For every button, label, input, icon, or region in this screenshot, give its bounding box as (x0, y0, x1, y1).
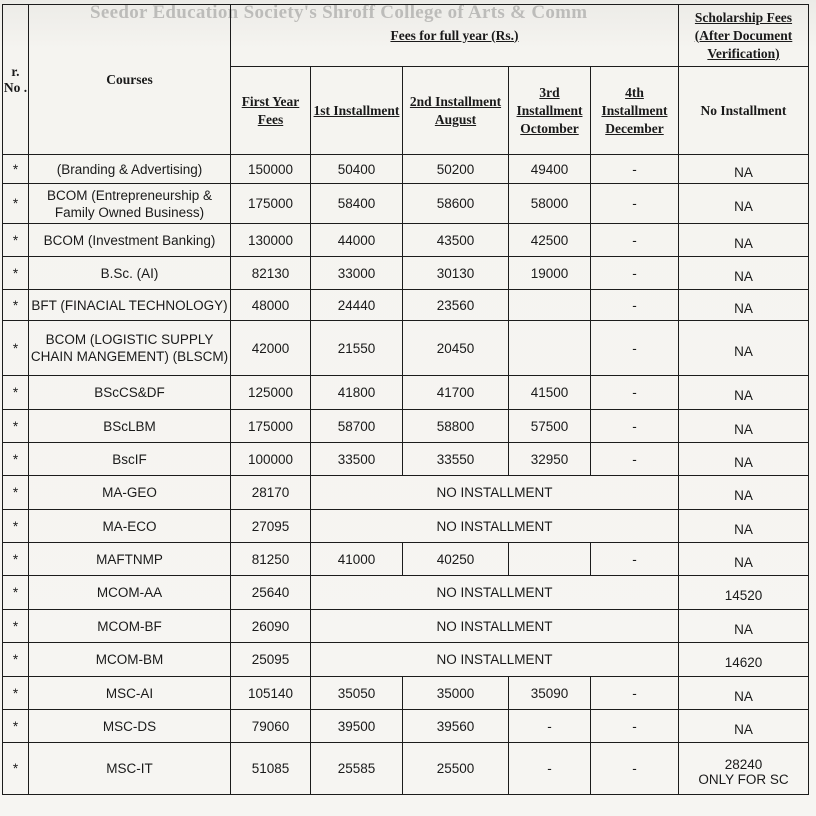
first-year-fees-cell: 81250 (231, 543, 311, 576)
first-year-fees-cell: 51085 (231, 743, 311, 795)
installment-2-cell: 20450 (403, 321, 509, 376)
installment-2-cell: 41700 (403, 376, 509, 410)
course-name-cell: (Branding & Advertising) (29, 155, 231, 184)
installment-2-cell: 58800 (403, 410, 509, 443)
table-row (3, 155, 809, 184)
course-name-cell: BScLBM (29, 410, 231, 443)
scholarship-cell (679, 290, 809, 321)
installment-4-cell: - (591, 184, 679, 224)
table-row (3, 257, 809, 290)
installment-1-cell: 41800 (311, 376, 403, 410)
first-year-fees-cell: 150000 (231, 155, 311, 184)
first-year-fees-cell: 82130 (231, 257, 311, 290)
scholarship-cell (679, 643, 809, 677)
scholarship-value: NA (734, 488, 753, 503)
course-name-cell: MAFTNMP (29, 543, 231, 576)
course-name-cell: MA-ECO (29, 510, 231, 543)
installment-3-cell (509, 321, 591, 376)
installment-2-cell: 30130 (403, 257, 509, 290)
scholarship-cell (679, 610, 809, 643)
no-installment-cell: NO INSTALLMENT (311, 510, 679, 543)
fees-full-year-header: Fees for full year (Rs.) (231, 5, 679, 67)
first-year-fees-cell: 28170 (231, 476, 311, 510)
installment-2-cell: 35000 (403, 677, 509, 710)
installment-1-cell: 33000 (311, 257, 403, 290)
installment-3-cell (509, 543, 591, 576)
scholarship-value: NA (734, 554, 753, 570)
sr-no-cell: * (3, 543, 29, 576)
scholarship-cell (679, 410, 809, 443)
first-year-header: First Year Fees (231, 67, 311, 155)
course-name-cell: BCOM (Investment Banking) (29, 224, 231, 257)
sr-no-cell: * (3, 224, 29, 257)
installment-3-cell: - (509, 743, 591, 795)
sr-no-cell: * (3, 643, 29, 677)
installment-1-cell: 50400 (311, 155, 403, 184)
course-name-cell: MCOM-AA (29, 576, 231, 610)
installment-4-cell: - (591, 290, 679, 321)
first-year-fees-cell: 175000 (231, 410, 311, 443)
sr-no-cell: * (3, 710, 29, 743)
table-row (3, 184, 809, 224)
scholarship-cell (679, 543, 809, 576)
scholarship-note: ONLY FOR SC (698, 771, 789, 787)
installment-2-cell: 23560 (403, 290, 509, 321)
sr-no-cell: * (3, 155, 29, 184)
installment-4-cell: - (591, 543, 679, 576)
first-year-fees-cell: 25640 (231, 576, 311, 610)
scholarship-value: NA (734, 454, 753, 470)
sr-no-cell: * (3, 510, 29, 543)
scholarship-cell (679, 184, 809, 224)
installment-3-cell: 32950 (509, 443, 591, 476)
installment-3-header: 3rd Installment Octomber (509, 67, 591, 155)
table-row (3, 443, 809, 476)
course-name-cell: BscIF (29, 443, 231, 476)
table-row (3, 543, 809, 576)
installment-2-cell: 43500 (403, 224, 509, 257)
sr-no-cell: * (3, 610, 29, 643)
installment-1-cell: 41000 (311, 543, 403, 576)
installment-2-header: 2nd Installment August (403, 67, 509, 155)
table-row (3, 321, 809, 376)
installment-2-cell: 40250 (403, 543, 509, 576)
sr-no-cell: * (3, 184, 29, 224)
scholarship-cell (679, 510, 809, 543)
scholarship-value: NA (734, 343, 753, 359)
scholarship-value: NA (734, 421, 753, 437)
scholarship-value: 14520 (724, 588, 763, 603)
scholarship-value: NA (734, 235, 753, 251)
bleed-through-header: Seedor Education Society's Shroff College of Arts & Comm (90, 2, 588, 23)
installment-1-header: 1st Installment (311, 67, 403, 155)
first-year-fees-cell: 25095 (231, 643, 311, 677)
scholarship-value: NA (734, 721, 753, 737)
course-name-cell: MSC-IT (29, 743, 231, 795)
sr-no-header: r. No . (3, 5, 29, 155)
first-year-fees-cell: 105140 (231, 677, 311, 710)
table-row (3, 376, 809, 410)
scholarship-cell (679, 443, 809, 476)
scholarship-value: NA (734, 268, 753, 284)
no-installment-header: No Installment (679, 67, 809, 155)
sr-no-cell: * (3, 376, 29, 410)
scholarship-cell (679, 224, 809, 257)
installment-1-cell: 58400 (311, 184, 403, 224)
installment-3-cell: 42500 (509, 224, 591, 257)
table-row (3, 576, 809, 610)
first-year-fees-cell: 48000 (231, 290, 311, 321)
table-row (3, 643, 809, 677)
installment-4-cell: - (591, 321, 679, 376)
installment-2-cell: 39560 (403, 710, 509, 743)
first-year-fees-cell: 175000 (231, 184, 311, 224)
scholarship-value: NA (734, 688, 753, 704)
table-row (3, 410, 809, 443)
scholarship-value: NA (734, 388, 753, 403)
installment-1-cell: 21550 (311, 321, 403, 376)
scholarship-value: 28240 (724, 756, 763, 772)
installment-1-cell: 24440 (311, 290, 403, 321)
course-name-cell: BFT (FINACIAL TECHNOLOGY) (29, 290, 231, 321)
sr-no-cell: * (3, 410, 29, 443)
course-name-cell: MA-GEO (29, 476, 231, 510)
scholarship-cell (679, 710, 809, 743)
installment-4-cell: - (591, 257, 679, 290)
table-row (3, 677, 809, 710)
installment-3-cell: 57500 (509, 410, 591, 443)
installment-3-cell (509, 290, 591, 321)
installment-1-cell: 39500 (311, 710, 403, 743)
course-name-cell: B.Sc. (AI) (29, 257, 231, 290)
scholarship-value: NA (734, 521, 753, 537)
scholarship-cell (679, 743, 809, 795)
no-installment-cell: NO INSTALLMENT (311, 476, 679, 510)
table-row (3, 224, 809, 257)
installment-3-cell: 19000 (509, 257, 591, 290)
table-row (3, 476, 809, 510)
installment-2-cell: 25500 (403, 743, 509, 795)
first-year-fees-cell: 125000 (231, 376, 311, 410)
sr-no-cell: * (3, 576, 29, 610)
scholarship-value: NA (734, 300, 753, 316)
scholarship-value: NA (734, 199, 753, 214)
installment-1-cell: 58700 (311, 410, 403, 443)
scholarship-cell (679, 677, 809, 710)
first-year-fees-cell: 26090 (231, 610, 311, 643)
sr-no-cell: * (3, 677, 29, 710)
installment-2-cell: 58600 (403, 184, 509, 224)
no-installment-cell: NO INSTALLMENT (311, 643, 679, 677)
scholarship-cell (679, 257, 809, 290)
installment-4-cell: - (591, 155, 679, 184)
installment-4-cell: - (591, 224, 679, 257)
first-year-fees-cell: 42000 (231, 321, 311, 376)
scholarship-cell (679, 576, 809, 610)
installment-1-cell: 35050 (311, 677, 403, 710)
sr-no-cell: * (3, 476, 29, 510)
course-name-cell: BScCS&DF (29, 376, 231, 410)
sr-no-cell: * (3, 321, 29, 376)
installment-3-cell: 35090 (509, 677, 591, 710)
scholarship-value: 14620 (724, 655, 763, 670)
installment-1-cell: 33500 (311, 443, 403, 476)
course-name-cell: MCOM-BF (29, 610, 231, 643)
scholarship-header: Scholarship Fees (After Document Verification) (679, 5, 809, 67)
installment-3-cell: 58000 (509, 184, 591, 224)
installment-3-cell: 49400 (509, 155, 591, 184)
course-name-cell: MCOM-BM (29, 643, 231, 677)
courses-header: Courses (29, 5, 231, 155)
installment-4-cell: - (591, 743, 679, 795)
installment-2-cell: 50200 (403, 155, 509, 184)
installment-1-cell: 44000 (311, 224, 403, 257)
course-name-cell: MSC-AI (29, 677, 231, 710)
installment-4-cell: - (591, 376, 679, 410)
scholarship-cell (679, 376, 809, 410)
scholarship-value: NA (734, 621, 753, 637)
first-year-fees-cell: 27095 (231, 510, 311, 543)
scholarship-cell (679, 155, 809, 184)
first-year-fees-cell: 130000 (231, 224, 311, 257)
table-row (3, 710, 809, 743)
first-year-fees-cell: 79060 (231, 710, 311, 743)
course-name-cell: BCOM (LOGISTIC SUPPLY CHAIN MANGEMENT) (BLSCM) (29, 321, 231, 376)
installment-4-cell: - (591, 410, 679, 443)
installment-4-cell: - (591, 677, 679, 710)
table-row (3, 743, 809, 795)
sr-no-cell: * (3, 443, 29, 476)
scholarship-cell (679, 321, 809, 376)
installment-4-header: 4th Installment December (591, 67, 679, 155)
fees-table (2, 4, 809, 795)
scholarship-cell (679, 476, 809, 510)
course-name-cell: MSC-DS (29, 710, 231, 743)
table-row (3, 510, 809, 543)
installment-1-cell: 25585 (311, 743, 403, 795)
sr-no-cell: * (3, 290, 29, 321)
course-name-cell: BCOM (Entrepreneurship & Family Owned Business) (29, 184, 231, 224)
scholarship-value: NA (734, 164, 753, 180)
sr-no-cell: * (3, 743, 29, 795)
table-row (3, 610, 809, 643)
installment-3-cell: 41500 (509, 376, 591, 410)
installment-4-cell: - (591, 710, 679, 743)
first-year-fees-cell: 100000 (231, 443, 311, 476)
installment-4-cell: - (591, 443, 679, 476)
no-installment-cell: NO INSTALLMENT (311, 576, 679, 610)
sr-no-cell: * (3, 257, 29, 290)
installment-2-cell: 33550 (403, 443, 509, 476)
table-row (3, 290, 809, 321)
installment-3-cell: - (509, 710, 591, 743)
no-installment-cell: NO INSTALLMENT (311, 610, 679, 643)
